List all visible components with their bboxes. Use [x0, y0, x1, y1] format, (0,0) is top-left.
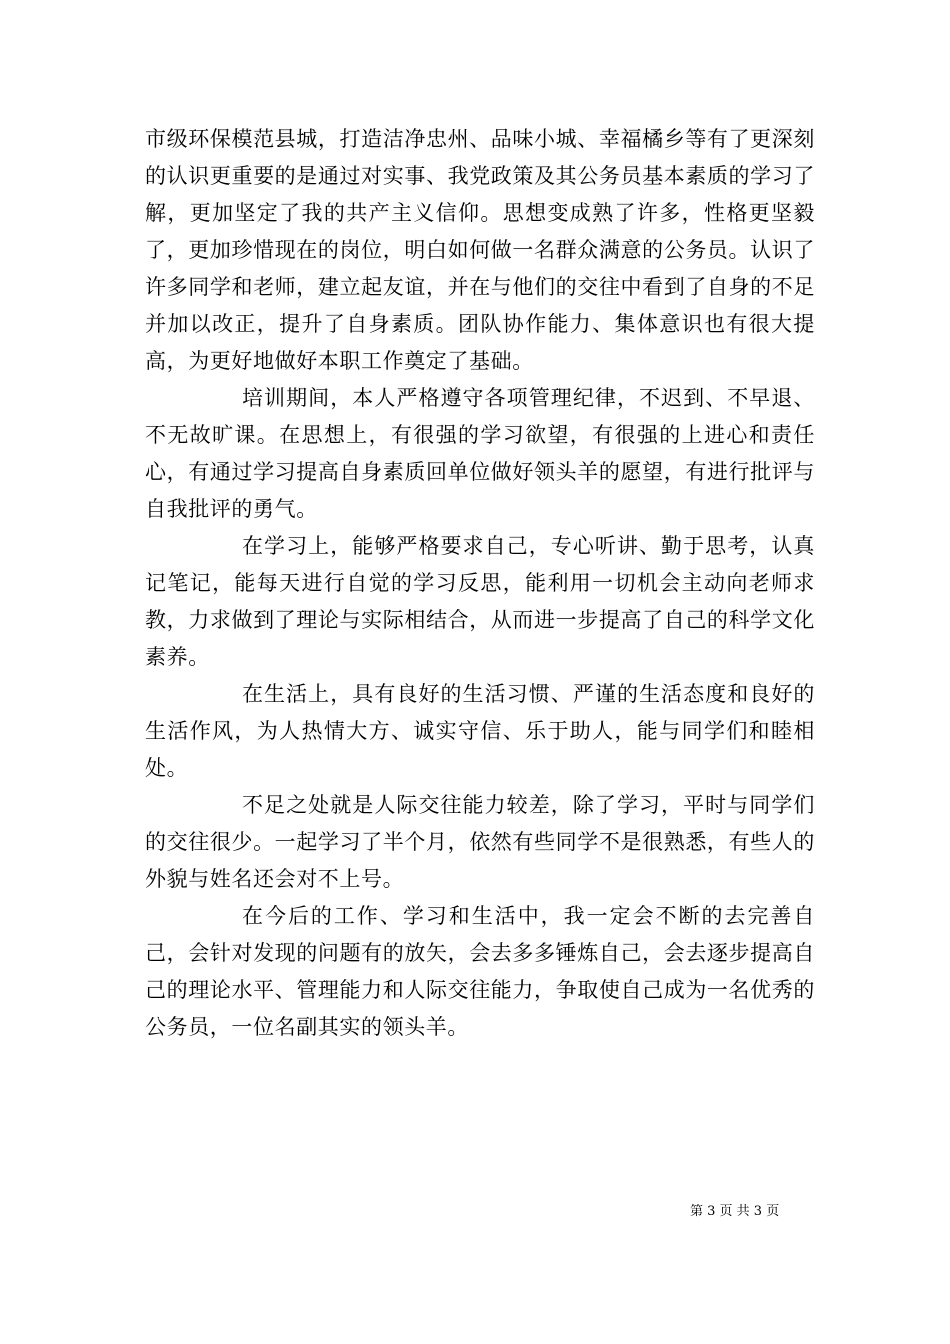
paragraph-shortcomings: 不足之处就是人际交往能力较差，除了学习，平时与同学们的交往很少。一起学习了半个月，依然有些同学不是很熟悉，有些人的外貌与姓名还会对不上号。	[145, 793, 815, 891]
page-number-footer: 第 3 页 共 3 页	[690, 1204, 780, 1219]
paragraph-future: 在今后的工作、学习和生活中，我一定会不断的去完善自己，会针对发现的问题有的放矢，会去多多锤炼自己，会去逐步提高自己的理论水平、管理能力和人际交往能力，争取使自己成为一名优秀的公务员，一位名副其实的领头羊。	[145, 904, 815, 1039]
paragraph-continued: 市级环保模范县城，打造洁净忠州、品味小城、幸福橘乡等有了更深刻的认识更重要的是通过对实事、我党政策及其公务员基本素质的学习了解，更加坚定了我的共产主义信仰。思想变成熟了许多，性格更坚毅了，更加珍惜现在的岗位，明白如何做一名群众满意的公务员。认识了许多同学和老师，建立起友谊，并在与他们的交往中看到了自身的不足并加以改正，提升了自身素质。团队协作能力、集体意识也有很大提高，为更好地做好本职工作奠定了基础。	[145, 127, 815, 373]
paragraph-training-discipline: 培训期间，本人严格遵守各项管理纪律，不迟到、不早退、不无故旷课。在思想上，有很强的学习欲望，有很强的上进心和责任心，有通过学习提高自身素质回单位做好领头羊的愿望，有进行批评与自我批评的勇气。	[145, 386, 815, 521]
paragraph-study: 在学习上，能够严格要求自己，专心听讲、勤于思考，认真记笔记，能每天进行自觉的学习反思，能利用一切机会主动向老师求教，力求做到了理论与实际相结合，从而进一步提高了自己的科学文化素养。	[145, 534, 815, 669]
paragraph-life: 在生活上，具有良好的生活习惯、严谨的生活态度和良好的生活作风，为人热情大方、诚实守信、乐于助人，能与同学们和睦相处。	[145, 682, 815, 780]
document-body	[145, 121, 815, 1046]
